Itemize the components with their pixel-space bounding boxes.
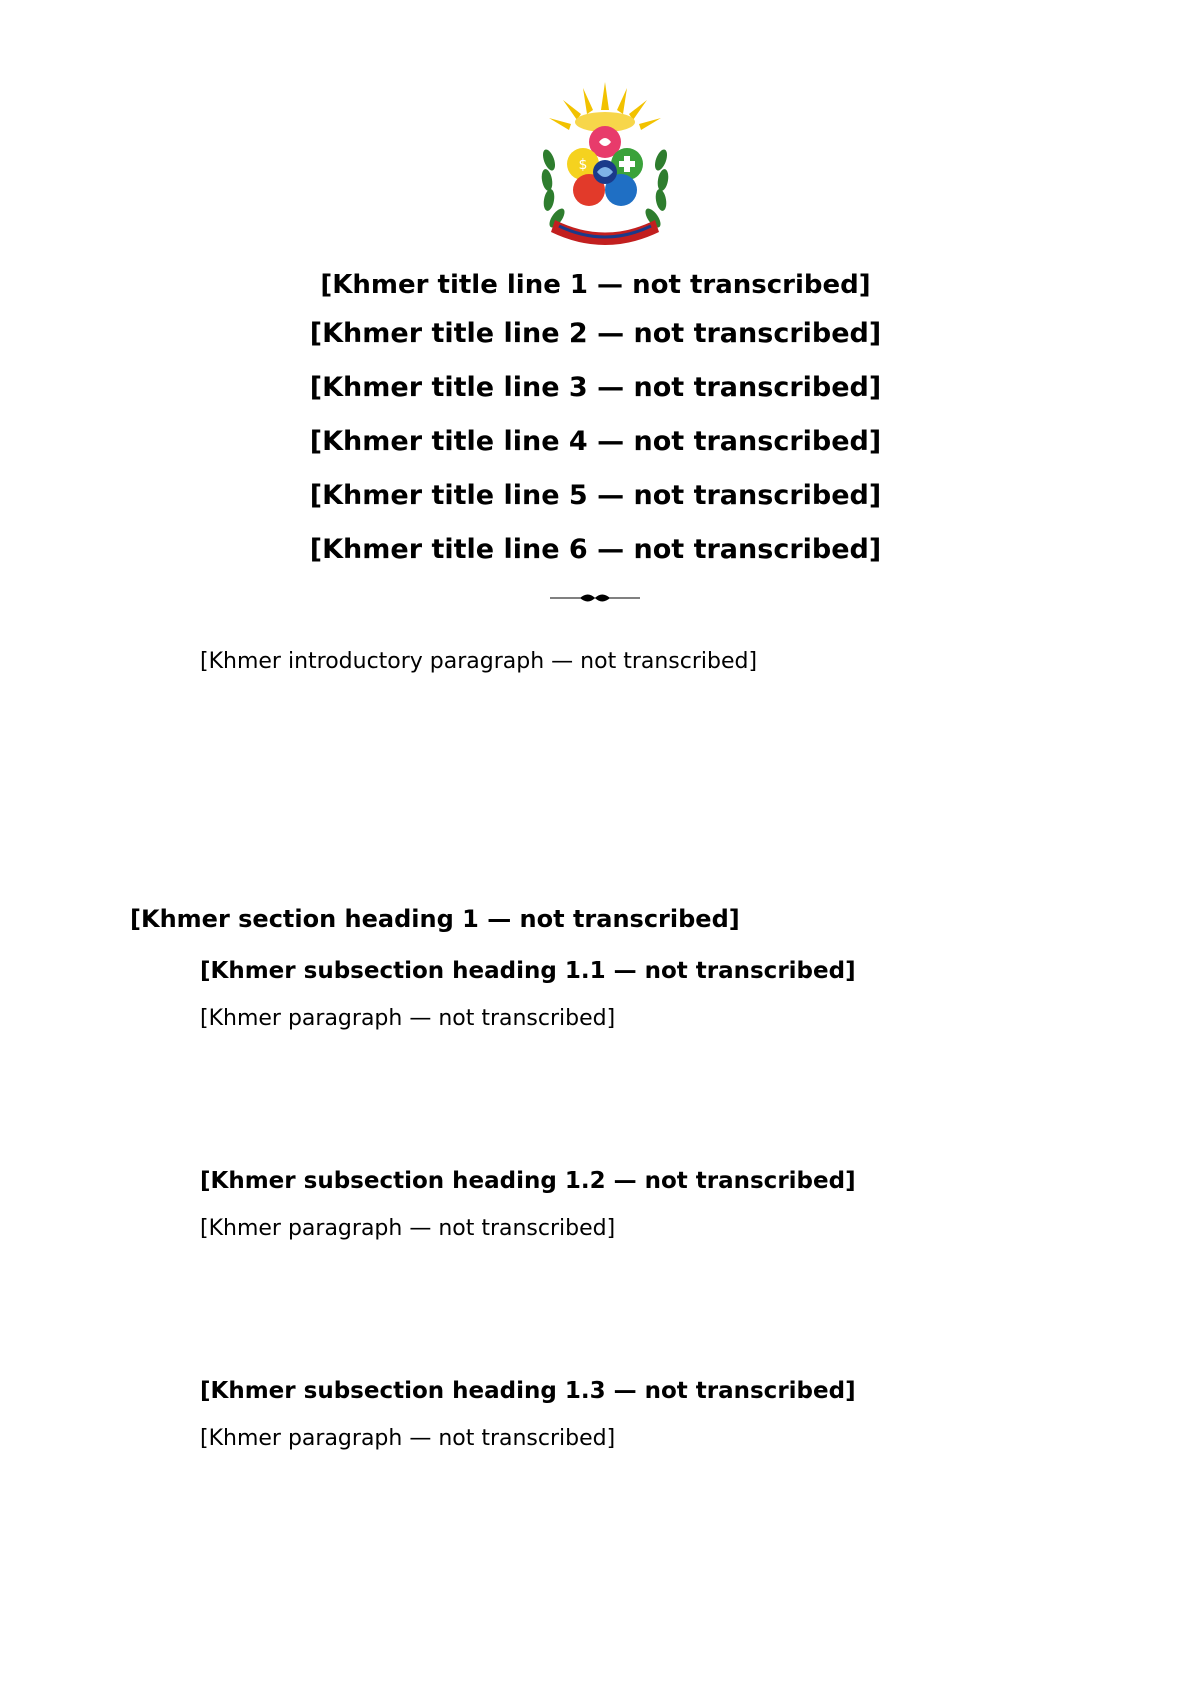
- ornamental-divider: [550, 590, 640, 606]
- document-subtitle: [Khmer title line 2 — not transcribed]: [309, 318, 882, 349]
- administration-paragraph: [Khmer paragraph — not transcribed]: [200, 1006, 616, 1031]
- ministry-logo: [535, 80, 675, 255]
- document-subtitle-2: [Khmer title line 3 — not transcribed]: [309, 372, 882, 403]
- svg-text:$: $: [578, 157, 588, 173]
- intro-paragraph: [Khmer introductory paragraph — not transcribed]: [200, 649, 758, 674]
- emblem-icon: [535, 80, 675, 255]
- document-date: [Khmer title line 5 — not transcribed]: [309, 480, 882, 511]
- meetings-paragraph: [Khmer paragraph — not transcribed]: [200, 1426, 616, 1451]
- subsection-heading-administration: [Khmer subsection heading 1.1 — not transcribed]: [200, 958, 856, 984]
- subsection-heading-planning: [Khmer subsection heading 1.2 — not transcribed]: [200, 1168, 856, 1194]
- document-title: [Khmer title line 1 — not transcribed]: [320, 270, 871, 300]
- section-heading-results-2015: [Khmer section heading 1 — not transcribed]: [130, 905, 740, 933]
- subsection-heading-meetings: [Khmer subsection heading 1.3 — not transcribed]: [200, 1378, 856, 1404]
- planning-paragraph: [Khmer paragraph — not transcribed]: [200, 1216, 616, 1241]
- ministry-name: [Khmer title line 4 — not transcribed]: [309, 426, 882, 457]
- presenter-line: [Khmer title line 6 — not transcribed]: [309, 534, 882, 565]
